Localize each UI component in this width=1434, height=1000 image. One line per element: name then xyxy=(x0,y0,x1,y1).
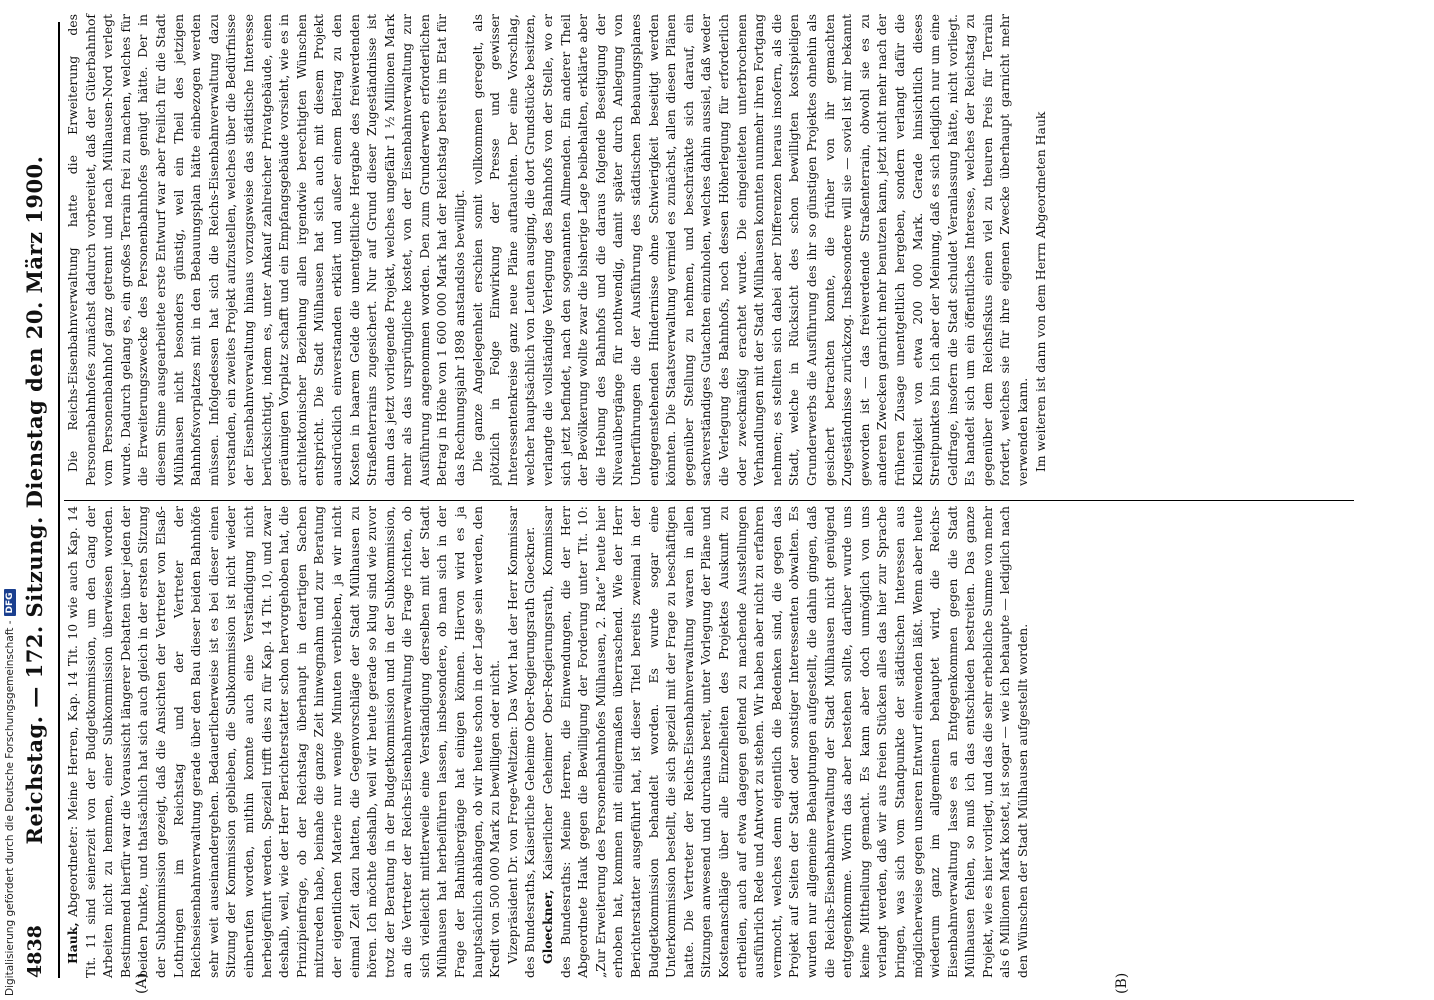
column-divider xyxy=(64,500,1354,501)
paragraph xyxy=(1032,14,1050,486)
left-column xyxy=(64,506,1130,994)
paragraph-text: Abgeordneter: Meine Herren, Kap. 14 Tit. 10 wie auch Kap. 14 Tit. 11 sind seinerzeit von der Budgetkommission, um den Gang der Arbeiten nicht zu hemmen, einer Subkommission überwiesen worden. Bestimmend hierfür war die Voraussicht längerer Debatten über jeden der beiden Punkte, und thatsächlich hat sich auch gleich in der ersten Sitzung der Subkommission gezeigt, daß die Ansichten der Vertreter von Elsaß-Lothringen im Reichstag und der Vertreter der Reichseisenbahnverwaltung gerade über den Bau dieser beiden Bahnhöfe sehr weit auseinandergehen. Bedauerlicherweise ist es bei dieser einen Sitzung der Kommission geblieben, die Subkommission ist nicht wieder einberufen worden, mithin konnte auch eine Verständigung nicht herbeigeführt werden. Speziell trifft dies zu für Kap. 14 Tit. 10, und zwar deshalb, weil, wie der Herr Berichterstatter schon hervorgehoben hat, die Prinzipienfrage, ob der Reichstag überhaupt in derartigen Sachen mitzureden habe, beinahe die ganze Zeit hinwegnahm und zur Beratung der eigentlichen Materie nur wenige Minuten verblieben, ja wir nicht einmal Zeit dazu hatten, die Gegenvorschläge der Stadt Mülhausen zu hören. Ich möchte deshalb, weil wir heute gerade so klug sind wie zuvor trotz der Beratung in der Budgetkommission und in der Subkommission, an die Vertreter der Reichs-Eisenbahnverwaltung die Frage richten, ob sich vielleicht mittlerweile eine Verständigung derselben mit der Stadt Mülhausen hat herbeiführen lassen, insbesondere, ob man sich in der Frage der Bahnübergänge hat einigen können. Hiervon wird es ja hauptsächlich abhängen, ob wir heute schon in der Lage sein werden, den Kredit von 500 000 Mark zu bewilligen oder nicht. xyxy=(65,506,503,978)
paragraph xyxy=(504,506,539,978)
right-column xyxy=(64,14,1049,486)
header-rule xyxy=(58,22,60,978)
page-number: 4838 xyxy=(24,925,46,978)
dfg-logo: DFG xyxy=(4,589,16,616)
speaker-name: Hauk, xyxy=(65,922,80,964)
paragraph-text: Kaiserlicher Geheimer Ober-Regierungsrath, Kommissar des Bundesraths: Meine Herren, die Einwendungen, die der Herr Abgeordnete Hauk gegen die Bewilligung der Forderung unter Tit. 10: „Zur Erweiterung des Personenbahnhofes Mülhausen, 2. Rate“ heute hier erhoben hat, kommen mit einigermaßen überraschend. Wie der Herr Berichterstatter ausgeführt hat, ist dieser Titel bereits zweimal in der Budgetkommission behandelt worden. Es wurde sogar eine Unterkommission bestellt, die sich speziell mit der Frage zu beschäftigen hatte. Die Vertreter der Reichs-Eisenbahnverwaltung waren in allen Sitzungen anwesend und durchaus bereit, unter Vorlegung der Pläne und Kostenanschläge über alle Einzelheiten des Projektes Auskunft zu ertheilen, auch auf etwa dagegen geltend zu machende Ausstellungen ausführlich Rede und Antwort zu stehen. Wir haben aber nicht zu erfahren vermocht, welches denn eigentlich die Bedenken sind, die gegen das Projekt auf Seiten der Stadt oder sonstiger Interessenten obwalten. Es wurden nur allgemeine Behauptungen aufgestellt, die dahin gingen, daß die Reichs-Eisenbahnverwaltung der Stadt Mülhausen nicht genügend entgegenkomme. Worin das aber bestehen sollte, darüber wurde uns keine Mittheilung gemacht. Es kann aber doch unmöglich von uns verlangt werden, daß wir aus freien Stücken alles das hier zur Sprache bringen, was sich vom Standpunkte der städtischen Interessen aus möglicherweise gegen unseren Entwurf einwenden läßt. Wenn aber heute wiederum ganz im allgemeinen behauptet wird, die Reichs-Eisenbahnverwaltung lasse es an Entgegenkommen gegen die Stadt Mülhausen fehlen, so muß ich das entschieden bestreiten. Das ganze Projekt, wie es hier vorliegt, und das die sehr erhebliche Summe von mehr als 6 Millionen Mark kostet, ist sogar — wie ich behaupte — lediglich nach den Wünschen der Stadt Mülhausen aufgestellt worden. xyxy=(540,506,1031,978)
paragraph xyxy=(539,506,1032,978)
left-column-body xyxy=(64,506,1032,978)
paragraph-text: Im weiteren ist dann von dem Herrn Abgeordneten Hauk xyxy=(1032,111,1048,472)
right-column-body xyxy=(64,14,1049,486)
speaker-name: Gloeckner, xyxy=(540,889,556,964)
marker-a: (A) xyxy=(134,972,150,994)
running-head: Reichstag. — 172. Sitzung. Dienstag den 20. März 1900. xyxy=(22,155,47,845)
paragraph xyxy=(64,14,469,486)
paragraph-text: Die ganze Angelegenheit erschien somit vollkommen geregelt, als plötzlich in Folge Einwirkung der Presse und gewisser Interessentenkreise ganz neue Pläne auftauchten. Der eine Vorschlag, welcher hauptsächlich von Leuten ausging, die dort Grundstücke besitzen, verlangte die vollständige Verlegung des Bahnhofs von der Stelle, wo er sich jetzt befindet, nach den sogenannten Allmenden. Ein anderer Theil der Bevölkerung wollte zwar die bisherige Lage beibehalten, erklärte aber die Hebung des Bahnhofs und die daraus folgende Beseitigung der Niveauübergänge für nothwendig, damit später durch Anlegung von Unterführungen die der Ausführung des städtischen Bebauungsplanes entgegenstehenden Hindernisse ohne Schwierigkeit beseitigt werden könnten. Die Staatsverwaltung vermied es zunächst, allen diesen Plänen gegenüber Stellung zu nehmen, und beschränkte sich darauf, ein sachverständiges Gutachten einzuholen, welches dahin aussiel, daß weder die Verlegung des Bahnhofs, noch dessen Höherlegung für erforderlich oder zweckmäßig erachtet wurde. Die eingeleiteten unterbrochenen Verhandlungen mit der Stadt Mülhausen konnten nunmehr ihren Fortgang nehmen; es stellten sich dabei aber Differenzen heraus insofern, als die Stadt, welche in Rücksicht des schon bewilligten kostspieligen Grunderwerbs die Ausführung des ihr so günstigen Projektes ohnehin als gesichert betrachten konnte, die früher von ihr gemachten Zugeständnisse zurückzog. Insbesondere will sie — soviel ist mir bekannt geworden ist — das freiwerdende Straßenterrain, obwohl sie es zu anderen Zwecken garnicht mehr benutzen kann, jetzt nicht mehr nach der früheren Zusage unentgeltlich hergeben, sondern verlangt dafür die Kleinigkeit von etwa 200 000 Mark. Gerade hinsichtlich dieses Streitpunktes bin ich aber der Meinung, daß es sich lediglich nur um eine Geldfrage, insofern die Stadt schuldet Veranlassung hätte, nicht vorliegt. Es handelt sich um ein öffentliches Interesse, welches der Reichstag zu gegenüber dem Reichsfiskus einen viel zu theuren Preis für Terrain fordert, welches sie für ihre eigenen Zwecke überhaupt garnicht mehr verwenden kann. xyxy=(469,14,1031,486)
paragraph-text: Vizepräsident Dr. von Frege-Weltzien: Das Wort hat der Herr Kommissar des Bundesraths, Kaiserliche Geheime Ober-Regierungsrath Gloeckner. xyxy=(504,506,538,978)
footer-credit xyxy=(4,589,16,996)
paragraph xyxy=(469,14,1032,486)
footer-text: Digitalisierung gefördert durch die Deutsche Forschungsgemeinschaft - xyxy=(4,620,16,996)
paragraph-text: Die Reichs-Eisenbahnverwaltung hatte die Erweiterung des Personenbahnhofes zunächst dadurch vorbereitet, daß der Güterbahnhof vom Personenbahnhof ganz getrennt und nach Mülhausen-Nord verlegt wurde. Dadurch gelang es, ein großes Terrain frei zu machen, welches für die Erweiterungszwecke des Personenbahnhofes genügt hätte. Der in diesem Sinne ausgearbeitete erste Entwurf war aber freilich für die Stadt Mülhausen nicht besonders günstig, weil ein Theil des jetzigen Bahnhofsvorplatzes mit in den Bebauungsplan hätte einbezogen werden müssen. Infolgedessen hat sich die Reichs-Eisenbahnverwaltung dazu verstanden, ein zweites Projekt aufzustellen, welches über die Bedürfnisse der Eisenbahnverwaltung hinaus vorzugsweise das städtische Interesse berücksichtigt, indem es, unter Ankauf zahlreicher Privatgebäude, einen geräumigen Vorplatz schafft und ein Empfangsgebäude vorsieht, wie es in architektonischer Beziehung allen irgendwie berechtigten Wünschen entspricht. Die Stadt Mülhausen hat sich auch mit diesem Projekt ausdrücklich einverstanden erklärt und außer einem Beitrag zu den Kosten in baarem Gelde die unentgeltliche Hergabe des freiwerdenden Straßenterrains zugesichert. Nur auf Grund dieser Zugeständnisse ist dann das jetzt vorliegende Projekt, welches ungefähr 1 ½ Millionen Mark mehr als das ursprüngliche kostet, von der Eisenbahnverwaltung zur Ausführung angenommen worden. Den zum Grunderwerb erforderlichen Betrag in Höhe von 1 600 000 Mark hat der Reichstag bereits im Etat für das Rechnungsjahr 1898 anstandslos bewilligt. xyxy=(65,14,468,486)
marker-b: (B) xyxy=(1114,972,1130,994)
paragraph xyxy=(64,506,504,978)
